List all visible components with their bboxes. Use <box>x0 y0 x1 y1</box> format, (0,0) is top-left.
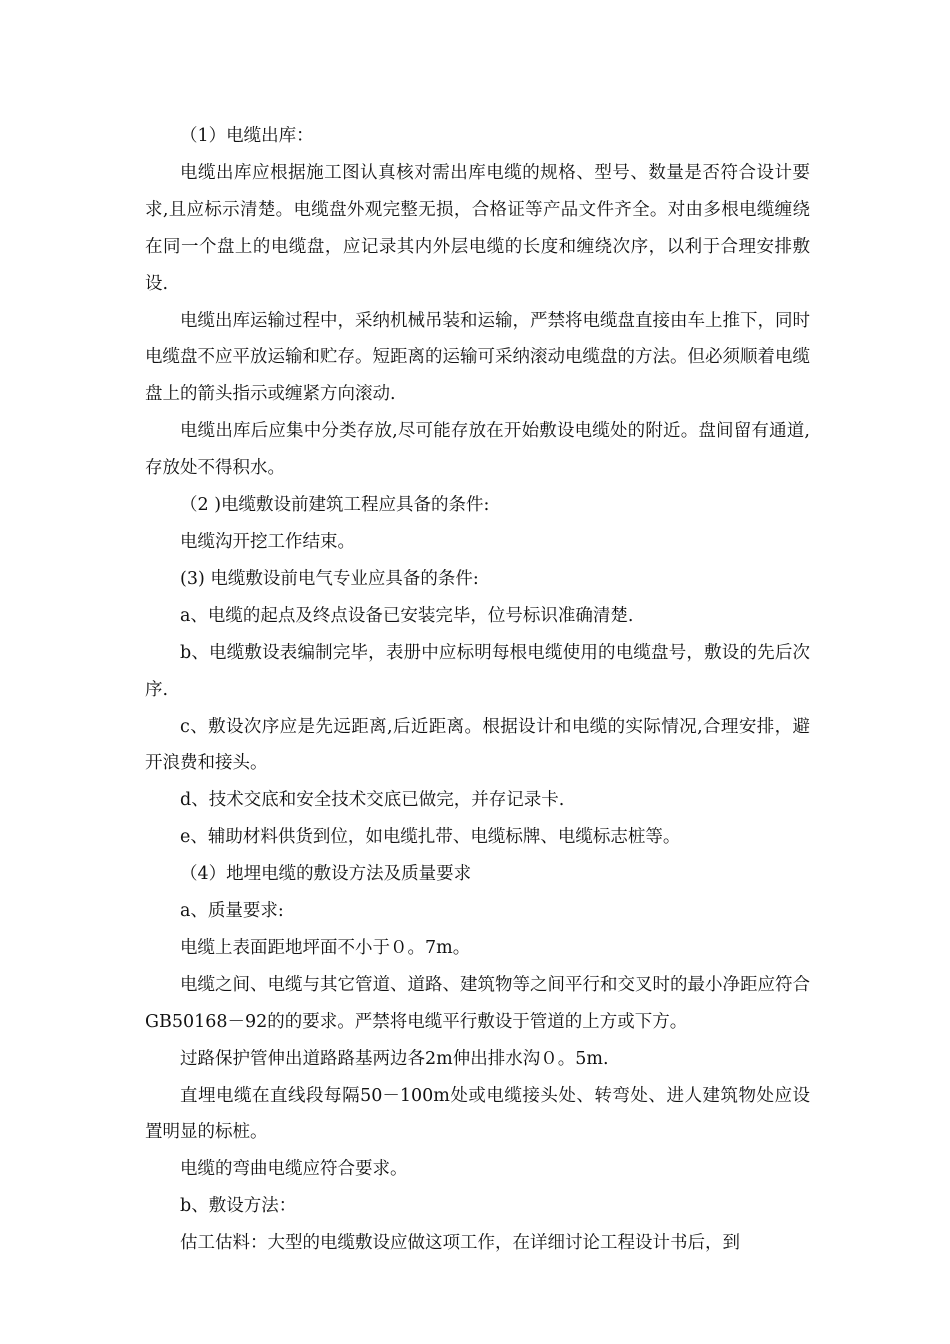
list-item: a、电缆的起点及终点设备已安装完毕，位号标识准确清楚. <box>180 605 634 626</box>
paragraph: 电缆之间、电缆与其它管道、道路、建筑物等之间平行和交叉时的最小净距应符合GB50168－92的的要求。严禁将电缆平行敷设于管道的上方或下方。 <box>145 974 810 1032</box>
subheading-method: b、敷设方法： <box>180 1196 297 1217</box>
heading-buried-cable: （4）地埋电缆的敷设方法及质量要求 <box>180 864 472 885</box>
heading-building-conditions: （2 )电缆敷设前建筑工程应具备的条件: <box>180 495 490 516</box>
paragraph: 电缆沟开挖工作结束。 <box>180 531 355 552</box>
paragraph: 电缆出库后应集中分类存放,尽可能存放在开始敷设电缆处的附近。盘间留有通道,存放处不得积水。 <box>145 421 810 479</box>
paragraph: 电缆出库应根据施工图认真核对需出库电缆的规格、型号、数量是否符合设计要求,且应标示清楚。电缆盘外观完整无损，合格证等产品文件齐全。对由多根电缆缠绕在同一个盘上的电缆盘，应记录其内外层电缆的长度和缠绕次序，以利于合理安排敷设. <box>145 162 810 294</box>
list-item: d、技术交底和安全技术交底已做完，并存记录卡. <box>180 790 565 811</box>
list-item: e、辅助材料供货到位，如电缆扎带、电缆标牌、电缆标志桩等。 <box>180 827 681 848</box>
list-item: b、电缆敷设表编制完毕，表册中应标明每根电缆使用的电缆盘号，敷设的先后次序. <box>145 642 810 700</box>
heading-electrical-conditions: (3) 电缆敷设前电气专业应具备的条件: <box>180 568 479 589</box>
heading-cable-outbound: （1）电缆出库： <box>180 126 314 146</box>
paragraph: 估工估料：大型的电缆敷设应做这项工作，在详细讨论工程设计书后，到 <box>180 1233 740 1254</box>
list-item: c、敷设次序应是先远距离,后近距离。根据设计和电缆的实际情况,合理安排，避开浪费和接头。 <box>145 716 810 774</box>
paragraph: 电缆上表面距地坪面不小于０。7m。 <box>180 937 471 958</box>
paragraph: 电缆的弯曲电缆应符合要求。 <box>180 1159 408 1180</box>
document-body <box>145 118 810 1262</box>
paragraph: 电缆出库运输过程中，采纳机械吊装和运输，严禁将电缆盘直接由车上推下，同时电缆盘不应平放运输和贮存。短距离的运输可采纳滚动电缆盘的方法。但必须顺着电缆盘上的箭头指示或缠紧方向滚动. <box>145 310 810 405</box>
paragraph: 过路保护管伸出道路路基两边各2m伸出排水沟０。5m. <box>180 1048 609 1069</box>
subheading-quality: a、质量要求: <box>180 901 284 922</box>
paragraph: 直埋电缆在直线段每隔50－100m处或电缆接头处、转弯处、进人建筑物处应设置明显的标桩。 <box>145 1085 810 1143</box>
